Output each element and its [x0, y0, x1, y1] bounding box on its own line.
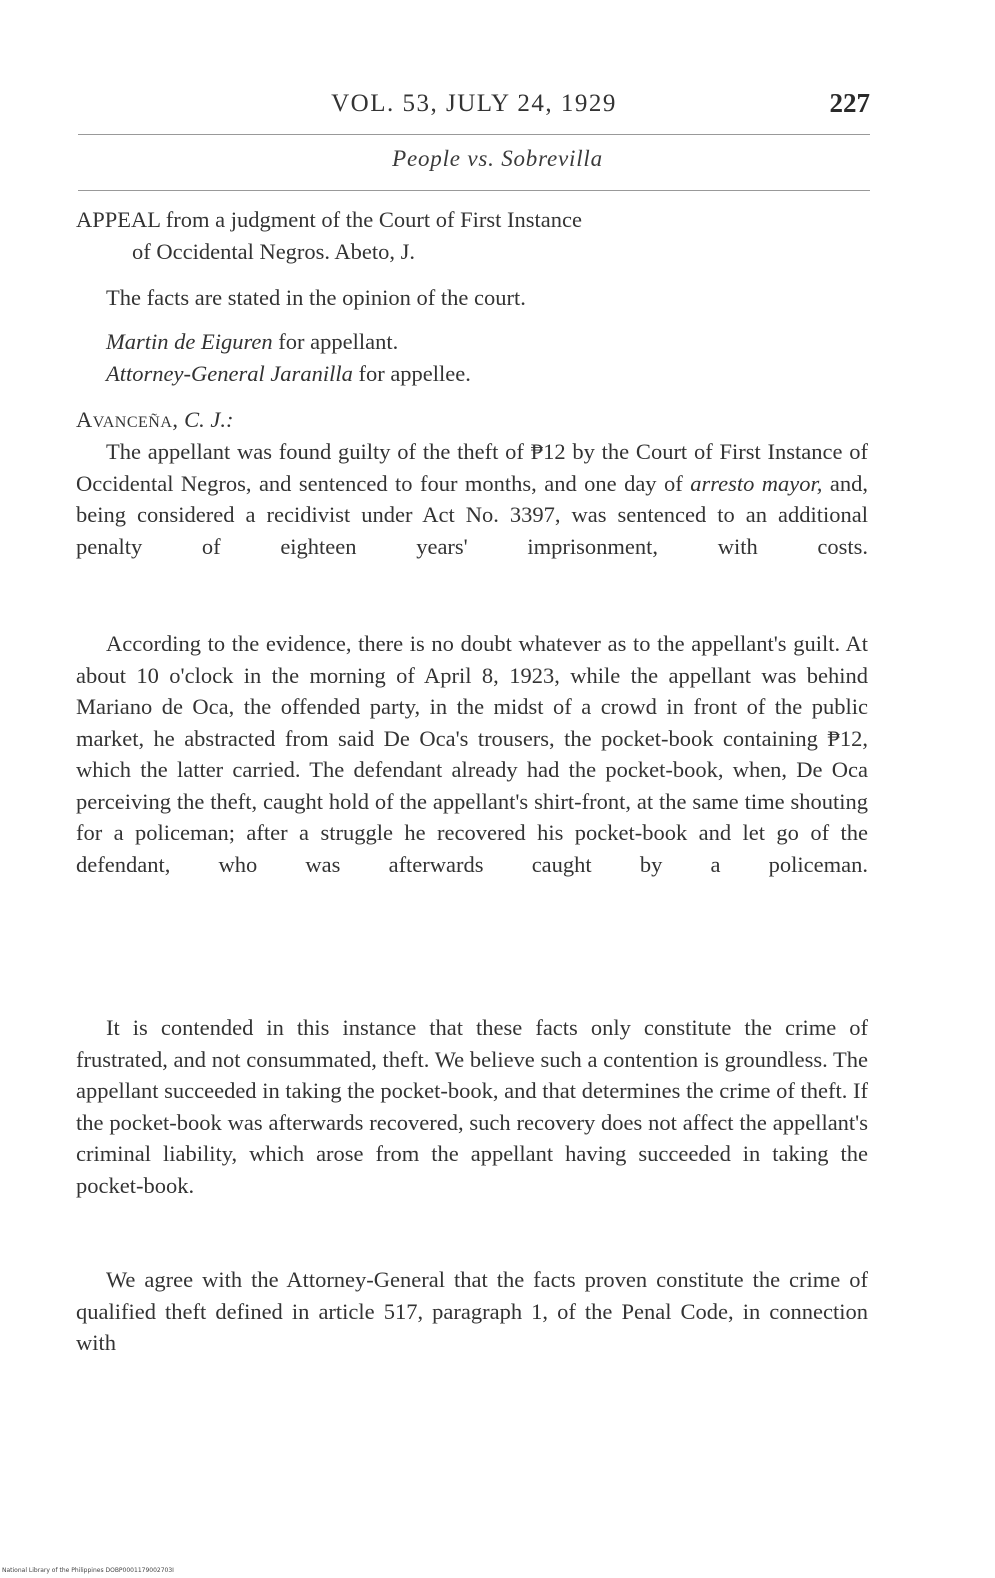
author-name: Avanceña,	[76, 407, 179, 432]
counsel-appellant-role: for appellant.	[272, 329, 399, 354]
counsel-appellee-name: Attorney-General Jaranilla	[106, 361, 353, 386]
appeal-statement	[76, 204, 924, 267]
counsel-appellant	[76, 326, 868, 358]
appeal-line-2: of Occidental Negros. Abeto, J.	[132, 238, 416, 264]
opinion-paragraph-1	[76, 436, 868, 562]
opinion-author	[76, 404, 868, 436]
case-title: People vs. Sobrevilla	[392, 146, 603, 171]
running-head	[78, 84, 870, 130]
paragraph-1-text-a: The appellant was found guilty of the theft of ₱12 by the Court of First Instance of Occidental Negros, and sentenced to four months, and one day of	[76, 439, 868, 496]
header-rule-top	[78, 134, 870, 135]
opinion-paragraph-3: It is contended in this instance that these facts only constitute the crime of frustrated, and not consummated, theft. We believe such a contention is groundless. The appellant succeeded in taking the pocket-book, and that determines the crime of theft. If the pocket-book was afterwards recovered, such recovery does not affect the appellant's criminal liability, which arose from the appellant having succeeded in taking the pocket-book.	[76, 1015, 868, 1198]
paragraph-1-italic: arresto mayor,	[690, 470, 823, 496]
counsel-appellee-role: for appellee.	[352, 361, 471, 386]
opinion-paragraph-4: We agree with the Attorney-General that the facts proven constitute the crime of qualified theft defined in article 517, paragraph 1, of the Penal Code, in connection with	[76, 1267, 868, 1355]
header-rule-bottom	[78, 190, 870, 191]
paragraph-1-text-b: and, being considered a recidivist under Act No. 3397, was sentenced to an additional penalty of eighteen years' imprisonment, with costs.	[76, 470, 868, 559]
opinion-paragraph-2: According to the evidence, there is no doubt whatever as to the appellant's guilt. At about 10 o'clock in the morning of April 8, 1923, while the appellant was behind Mariano de Oca, the offended party, in the midst of a crowd in front of the public market, he abstracted from said De Oca's trousers, the pocket-book containing ₱12, which the latter carried. The defendant already had the pocket-book, when, De Oca perceiving the theft, caught hold of the appellant's shirt-front, at the same time shouting for a policeman; after a struggle he recovered his pocket-book and let go of the defendant, who was afterwards caught by a policeman.	[76, 631, 868, 877]
appeal-line-1: APPEAL from a judgment of the Court of First Instance	[76, 207, 582, 232]
facts-statement: The facts are stated in the opinion of the court.	[106, 285, 526, 310]
counsel-appellee	[76, 358, 868, 390]
author-title: C. J.:	[178, 407, 234, 432]
library-footer-note: National Library of the Philippines DOBP0001179002703I	[2, 1567, 174, 1574]
page-number: 227	[829, 88, 870, 118]
volume-date-line: VOL. 53, JULY 24, 1929	[331, 90, 617, 117]
counsel-appellant-name: Martin de Eiguren	[106, 329, 273, 354]
